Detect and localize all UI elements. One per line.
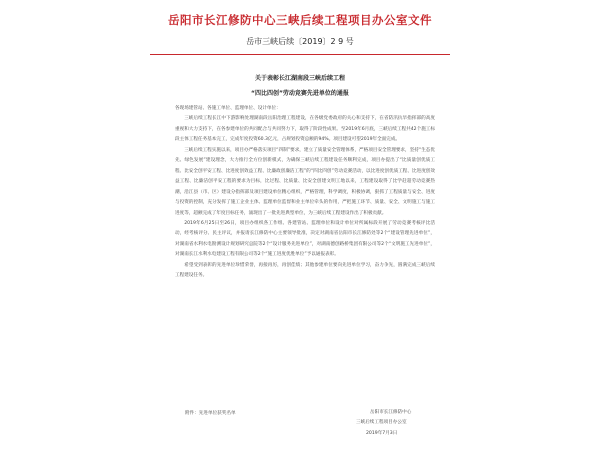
paragraph-1: 三峡后续工程长江中下游影响处理湖南段岳阳治理工程建设，在各级党委政府的关心和支持下，在省防汛抗旱指挥部的高度重视和大力支持下，在各参建单位的共同配合与共同努力下，取得了阶段性成果。至2019年6月底，三峡后续工程共42个施工标段主体工程任务基本完工，完成年度投资60.3亿元，占规划投资总额的94%。项目建设可望2019年全面完成。 bbox=[175, 116, 435, 143]
header-divider bbox=[150, 54, 450, 55]
signature-org-1: 岳阳市长江修防中心 bbox=[370, 410, 412, 415]
signature-date: 2019年7月3日 bbox=[366, 431, 398, 436]
document-number: 岳市三峡后续〔2019〕2 9 号 bbox=[246, 37, 354, 46]
document-title: 岳阳市长江修防中心三峡后续工程项目办公室文件 bbox=[168, 13, 432, 27]
notice-title-line-2: “四比四创”劳动竞赛先进单位的通报 bbox=[251, 90, 349, 97]
paragraph-2: 三峡后续工程实施以来，项目办严格落实项目“四制”要求，建立了质量安全管理体系，严格项目安全管理要求，坚持“生态优先、绿色发展”建设理念，大力推行全方位创新模式，为确保三峡后续工程建设任务顺利完成，项目办提出了“比质量创优质工程、比安全创平安工程、比进度创效益工程、比廉政创廉洁工程”的“四比四创”劳动竞赛活动，以比进度创优质工程、比进度创效益工程、比廉洁创平安工程的要求为目标，比过程、比质量、比安全创建文明工地以来，工程建设取得了比学赶超劳动竞赛热潮，沿江县（市、区）建设分指挥部及项目建设单位精心组织，严格管理，科学调度，积极协调，狠抓了工程质量与安全、进度与投资的控制，充分发挥了施工企业主体、监理单位监督和业主单位牵头的作用，严把施工环节、质量、安全、文明施工与施工进度等，超额完成了年度目标任务，涌现出了一批先进典型单位，为三峡后续工程建设作出了积极贡献。 bbox=[175, 147, 435, 216]
signature-org-2: 三峡后续工程项目办公室 bbox=[356, 420, 407, 425]
paragraph-3: 2019年6月25日至26日，项目办组织各工作组、各建管站、监理单位和设计单位对所属标段开展了劳动竞赛考核评比活动，经考核评分、民主评议，并报请长江修防中心主要领导批准，决定对湖南省岳阳市长江修防处等2个“建设管理先进单位”，对湖南省水利水电勘测设计规划研究总院等2个“设计服务先进单位”，对湖南德创路桥集团有限公司等2个“文明施工先进单位”，对湖南长江水利水电建设工程有限公司等2个“施工进度优胜单位”予以通报表彰。 bbox=[175, 220, 435, 258]
notice-title-line-1: 关于表彰长江湖南段三峡后续工程 bbox=[254, 75, 345, 82]
attachment-note: 附件：先进单位获奖名单 bbox=[185, 411, 236, 416]
notice-body bbox=[175, 104, 435, 282]
paragraph-4: 希望受到表彰的先进单位珍惜荣誉，再接再厉，再创佳绩；其他参建单位要向先进单位学习，奋力争先，圆满完成三峡后续工程建设任务。 bbox=[175, 262, 435, 279]
salutation: 各现场建管站、各施工单位、监理单位、设计单位： bbox=[175, 106, 281, 111]
